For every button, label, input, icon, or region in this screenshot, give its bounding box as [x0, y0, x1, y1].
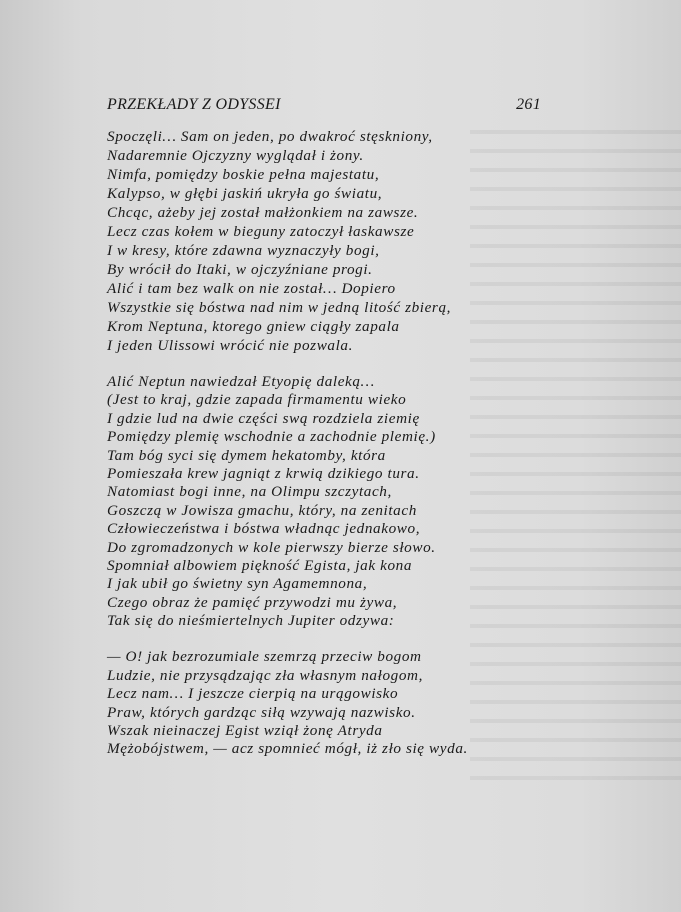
verse-line: Do zgromadzonych w kole pierwszy bierze słowo.: [107, 538, 436, 556]
verse-line: Nadaremnie Ojczyzny wyglądał i żony.: [107, 147, 364, 164]
verse-line: Alić Neptun nawiedzał Etyopię daleką…: [107, 373, 375, 390]
verse-line: Spomniał albowiem piękność Egista, jak kona: [107, 556, 413, 574]
verse-line: (Jest to kraj, gdzie zapada firmamentu wieko: [107, 391, 407, 409]
verse-line: Pomiędzy plemię wschodnie a zachodnie plemię.): [107, 428, 436, 446]
running-header: [107, 96, 541, 114]
header-title: PRZEKŁADY Z ODYSSEI: [107, 96, 281, 113]
verse-line: Ludzie, nie przysądzając zła własnym nałogom,: [107, 666, 423, 684]
verse-line: Natomiast bogi inne, na Olimpu szczytach,: [107, 483, 392, 501]
verse-line: Czego obraz że pamięć przywodzi mu żywa,: [107, 593, 398, 611]
verse-line: — O! jak bezrozumiale szemrzą przeciw bogom: [107, 648, 422, 666]
verse-line: Pomieszała krew jagniąt z krwią dzikiego tura.: [107, 464, 420, 482]
verse-line: Spoczęli… Sam on jeden, po dwakroć stęskniony,: [107, 128, 433, 145]
verse-line: Praw, których gardząc siłą wzywają nazwisko.: [107, 703, 416, 721]
verse-line: Chcąc, ażeby jej został małżonkiem na zawsze.: [107, 204, 419, 221]
verse-line: I gdzie lud na dwie części swą rozdziela ziemię: [107, 409, 420, 427]
page-number: 261: [516, 96, 541, 113]
verse-line: Krom Neptuna, ktorego gniew ciągły zapala: [107, 318, 400, 335]
verse-line: I jak ubił go świetny syn Agamemnona,: [107, 575, 368, 593]
verse-line: Tam bóg syci się dymem hekatomby, która: [107, 446, 386, 464]
verse-line: I jeden Ulissowi wrócić nie pozwala.: [107, 337, 354, 354]
poem-text: [107, 127, 468, 777]
verse-line: By wrócił do Itaki, w ojczyźniane progi.: [107, 261, 373, 278]
verse-line: Goszczą w Jowisza gmachu, który, na zenitach: [107, 501, 417, 519]
stanza: [107, 648, 468, 758]
stanza: [107, 127, 468, 355]
verse-line: Człowieczeństwa i bóstwa władnąc jednakowo,: [107, 520, 421, 538]
verse-line: Lecz czas kołem w bieguny zatoczył łaskawsze: [107, 223, 415, 240]
verse-line: I w kresy, które zdawna wyznaczyły bogi,: [107, 242, 380, 259]
verse-line: Tak się do nieśmiertelnych Jupiter odzywa:: [107, 612, 395, 630]
stanza: [107, 373, 468, 630]
verse-line: Mężobójstwem, — acz spomnieć mógł, iż zło się wyda.: [107, 740, 468, 758]
verse-line: Wszystkie się bóstwa nad nim w jedną litość zbierą,: [107, 299, 452, 316]
verse-line: Wszak nieinaczej Egist wziął żonę Atryda: [107, 722, 383, 740]
verse-line: Lecz nam… I jeszcze cierpią na urągowisko: [107, 685, 399, 703]
verse-line: Nimfa, pomiędzy boskie pełna majestatu,: [107, 166, 380, 183]
verse-line: Kalypso, w głębi jaskiń ukryła go światu,: [107, 185, 383, 202]
verse-line: Alić i tam bez walk on nie został… Dopiero: [107, 280, 396, 297]
bleed-through-shadow: [470, 120, 681, 780]
